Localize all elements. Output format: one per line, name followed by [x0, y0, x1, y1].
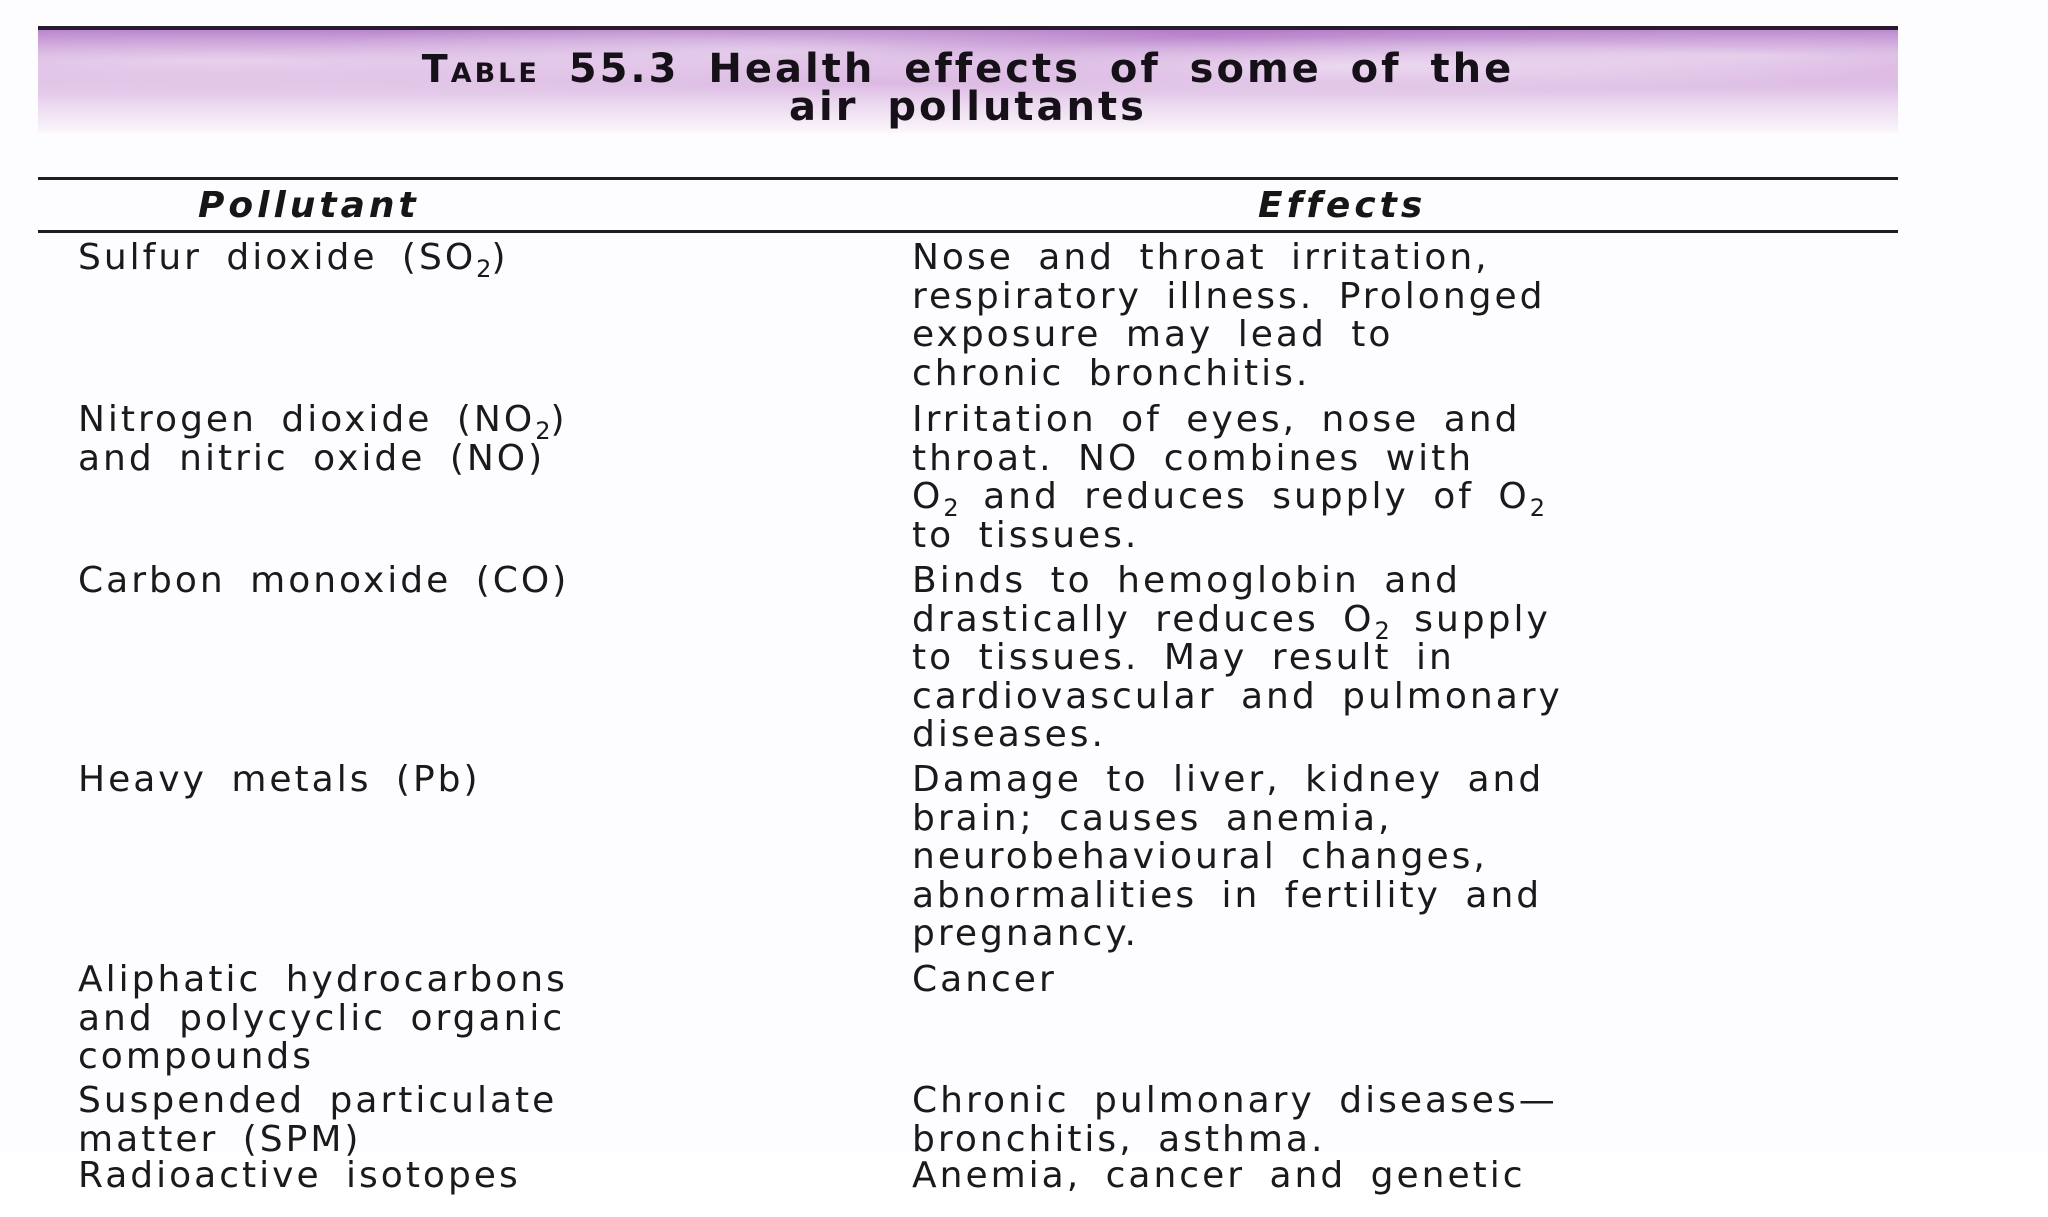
effects-line: Chronic pulmonary diseases— [912, 1080, 1558, 1121]
effects-cell [908, 562, 1898, 761]
effects-line: brain; causes anemia, [912, 797, 1393, 839]
pollutant-cell [38, 961, 908, 1082]
effects-line: cardiovascular and pulmonary [912, 675, 1563, 717]
pollutant-name: Aliphatic hydrocarbons [78, 959, 568, 1000]
pollutant-name: and polycyclic organic [78, 997, 566, 1039]
effects-line: Binds to hemoglobin and [912, 560, 1461, 601]
table-title [38, 46, 1898, 130]
effects-line: drastically reduces $O_2$ supply [912, 598, 1551, 645]
effects-line: Cancer [912, 959, 1057, 1000]
table-row [38, 761, 1898, 961]
pollutant-name: Carbon monoxide (CO) [78, 560, 570, 601]
header-effects: Effects [1258, 184, 1427, 226]
effects-line: exposure may lead to [912, 314, 1394, 355]
effects-line: pregnancy. [912, 913, 1139, 954]
pollutant-cell [38, 401, 908, 562]
table-row [38, 401, 1898, 562]
effects-cell [908, 961, 1898, 1082]
effects-line: Anemia, cancer and genetic [912, 1155, 1526, 1196]
effects-cell [908, 239, 1898, 401]
table-title-line2: air pollutants [789, 84, 1147, 130]
pollutant-cell [38, 562, 908, 761]
effects-line: neurobehavioural changes, [912, 836, 1488, 877]
table-row [38, 1157, 1898, 1217]
pollutant-cell [38, 1157, 908, 1217]
effects-line: chronic bronchitis. [912, 352, 1311, 394]
pollutant-name: compounds [78, 1036, 315, 1077]
table-row [38, 562, 1898, 761]
effects-cell [908, 1080, 1898, 1160]
effects-line: diseases. [912, 714, 1106, 755]
pollutant-name: Sulfur dioxide $(SO_2)$ [78, 237, 509, 283]
table-body [38, 239, 1898, 1217]
table-title-label: Table [421, 47, 540, 91]
table-title-main: 55.3 Health effects of some of the [568, 46, 1515, 92]
pollutant-cell [38, 1080, 908, 1160]
pollutant-name: and nitric oxide (NO) [78, 437, 546, 479]
effects-line: to tissues. [912, 514, 1140, 556]
table-row [38, 239, 1898, 401]
effects-line: abnormalities in fertility and [912, 874, 1543, 916]
effects-line: throat. NO combines with [912, 437, 1475, 479]
effects-line: Irritation of eyes, nose and [912, 399, 1521, 440]
pollutant-name: Heavy metals (Pb) [78, 759, 481, 800]
effects-line: bronchitis, asthma. [912, 1118, 1326, 1160]
effects-line: respiratory illness. Prolonged [912, 275, 1546, 317]
effects-cell [908, 1157, 1898, 1217]
effects-line: $O_2$ and reduces supply of $O_2$ [912, 476, 1545, 522]
table-title-band [38, 26, 1898, 133]
table-row [38, 1080, 1898, 1160]
effects-line: Damage to liver, kidney and [912, 759, 1545, 800]
header-pollutant: Pollutant [198, 184, 420, 226]
effects-line: to tissues. May result in [912, 637, 1455, 678]
pollutant-cell [38, 239, 908, 401]
effects-cell [908, 761, 1898, 961]
pollutant-name: Nitrogen dioxide $(NO_2)$ [78, 399, 568, 445]
effects-line: Nose and throat irritation, [912, 237, 1490, 278]
pollutant-name: Radioactive isotopes [78, 1155, 521, 1196]
pollutant-name: matter (SPM) [78, 1118, 362, 1160]
table-row [38, 961, 1898, 1082]
pollutants-table [38, 26, 1898, 1217]
pollutant-name: Suspended particulate [78, 1080, 558, 1121]
table-header-row [38, 180, 1898, 233]
effects-cell [908, 401, 1898, 562]
pollutant-cell [38, 761, 908, 961]
